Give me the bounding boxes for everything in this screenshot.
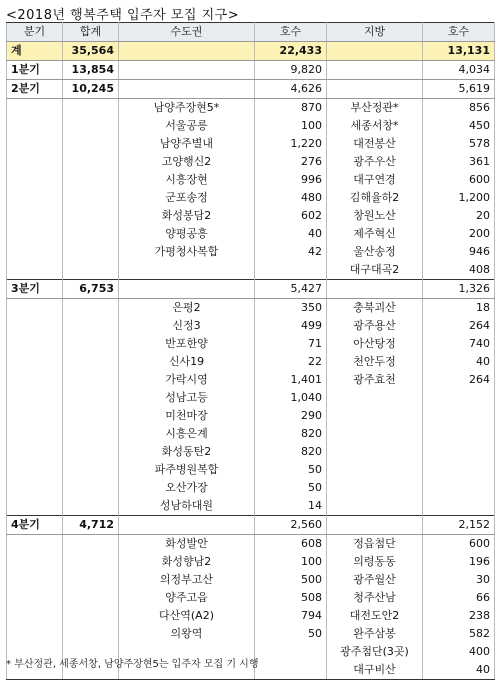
local-district: 대구대곡2 [327, 261, 423, 280]
table-row [7, 335, 495, 353]
metro-units [255, 261, 327, 280]
row-sum-empty [63, 371, 119, 389]
row-sum-empty [63, 607, 119, 625]
row-sum-empty [63, 207, 119, 225]
table-row [7, 461, 495, 479]
row-sum-empty [63, 299, 119, 318]
metro-units: 50 [255, 461, 327, 479]
row-sum-empty [63, 497, 119, 516]
local-units [423, 497, 495, 516]
table-row [7, 443, 495, 461]
metro-district: 가평청사복합 [119, 243, 255, 261]
metro-district [119, 261, 255, 280]
metro-district: 은평2 [119, 299, 255, 318]
metro-units: 820 [255, 425, 327, 443]
header-metro-units: 호수 [255, 23, 327, 42]
quarter-local-units: 2,152 [423, 516, 495, 535]
header-metro: 수도권 [119, 23, 255, 42]
total-row [7, 42, 495, 61]
metro-district: 남양주장현5* [119, 99, 255, 118]
local-district: 대전도안2 [327, 607, 423, 625]
local-units [423, 461, 495, 479]
local-district: 김해율하2 [327, 189, 423, 207]
quarter-local-empty [327, 516, 423, 535]
quarter-metro-units: 5,427 [255, 280, 327, 299]
metro-units: 1,401 [255, 371, 327, 389]
metro-units: 50 [255, 479, 327, 497]
quarter-local-units: 5,619 [423, 80, 495, 99]
metro-district: 시흥장현 [119, 171, 255, 189]
local-district: 천안두정 [327, 353, 423, 371]
metro-units: 350 [255, 299, 327, 318]
metro-district: 의왕역 [119, 625, 255, 643]
local-district: 완주삼봉 [327, 625, 423, 643]
local-units [423, 407, 495, 425]
row-quarter-empty [7, 553, 63, 571]
metro-district: 신정3 [119, 317, 255, 335]
metro-district: 시흥은계 [119, 425, 255, 443]
metro-district: 성남하대원 [119, 497, 255, 516]
local-district: 대전봉산 [327, 135, 423, 153]
table-row [7, 425, 495, 443]
table-row [7, 371, 495, 389]
metro-units [255, 643, 327, 661]
row-sum-empty [63, 99, 119, 118]
metro-units: 996 [255, 171, 327, 189]
metro-district: 가락시영 [119, 371, 255, 389]
local-district: 대구비산 [327, 661, 423, 680]
row-sum-empty [63, 553, 119, 571]
metro-units: 1,040 [255, 389, 327, 407]
local-units [423, 389, 495, 407]
quarter-label: 3분기 [7, 280, 63, 299]
local-district: 아산탕정 [327, 335, 423, 353]
metro-district: 서울공릉 [119, 117, 255, 135]
metro-units: 290 [255, 407, 327, 425]
metro-units: 100 [255, 117, 327, 135]
row-sum-empty [63, 389, 119, 407]
metro-units: 499 [255, 317, 327, 335]
row-quarter-empty [7, 571, 63, 589]
local-units: 30 [423, 571, 495, 589]
table-row [7, 189, 495, 207]
metro-units: 40 [255, 225, 327, 243]
row-sum-empty [63, 317, 119, 335]
quarter-metro-empty [119, 280, 255, 299]
metro-district: 다산역(A2) [119, 607, 255, 625]
row-quarter-empty [7, 153, 63, 171]
quarter-metro-empty [119, 80, 255, 99]
row-quarter-empty [7, 461, 63, 479]
metro-units: 608 [255, 535, 327, 554]
local-units: 1,200 [423, 189, 495, 207]
row-quarter-empty [7, 353, 63, 371]
quarter-metro-units: 4,626 [255, 80, 327, 99]
local-units: 600 [423, 535, 495, 554]
local-units: 450 [423, 117, 495, 135]
row-sum-empty [63, 225, 119, 243]
table-row [7, 135, 495, 153]
local-district: 대구연경 [327, 171, 423, 189]
metro-district: 남양주별내 [119, 135, 255, 153]
local-district: 제주혁신 [327, 225, 423, 243]
row-sum-empty [63, 407, 119, 425]
metro-units: 14 [255, 497, 327, 516]
row-sum-empty [63, 171, 119, 189]
metro-district: 양평공흥 [119, 225, 255, 243]
local-district: 세종서창* [327, 117, 423, 135]
local-units: 66 [423, 589, 495, 607]
local-units: 740 [423, 335, 495, 353]
row-sum-empty [63, 117, 119, 135]
table-row [7, 625, 495, 643]
local-units [423, 479, 495, 497]
local-district [327, 425, 423, 443]
total-local-empty [327, 42, 423, 61]
local-district [327, 497, 423, 516]
footnote: * 부산정관, 세종서창, 남양주장현5는 입주자 모집 기 시행 [6, 659, 259, 670]
table-row [7, 243, 495, 261]
metro-district: 양주고읍 [119, 589, 255, 607]
metro-units: 276 [255, 153, 327, 171]
quarter-label: 4분기 [7, 516, 63, 535]
metro-units: 480 [255, 189, 327, 207]
quarter-sum: 6,753 [63, 280, 119, 299]
local-district [327, 389, 423, 407]
local-units: 196 [423, 553, 495, 571]
local-district: 광주용산 [327, 317, 423, 335]
row-sum-empty [63, 461, 119, 479]
quarter-local-empty [327, 280, 423, 299]
local-district: 창원노산 [327, 207, 423, 225]
metro-district: 화성향남2 [119, 553, 255, 571]
row-sum-empty [63, 625, 119, 643]
local-units [423, 425, 495, 443]
table-row [7, 389, 495, 407]
row-sum-empty [63, 589, 119, 607]
local-district [327, 443, 423, 461]
quarter-label: 1분기 [7, 61, 63, 80]
local-units: 856 [423, 99, 495, 118]
metro-district: 미천마장 [119, 407, 255, 425]
table-row [7, 225, 495, 243]
local-units: 40 [423, 661, 495, 680]
local-units: 582 [423, 625, 495, 643]
row-quarter-empty [7, 425, 63, 443]
total-label: 계 [7, 42, 63, 61]
quarter-metro-empty [119, 516, 255, 535]
metro-units: 50 [255, 625, 327, 643]
metro-district: 성남고등 [119, 389, 255, 407]
row-quarter-empty [7, 99, 63, 118]
row-sum-empty [63, 335, 119, 353]
local-units: 578 [423, 135, 495, 153]
local-district [327, 461, 423, 479]
quarter-local-units: 1,326 [423, 280, 495, 299]
row-quarter-empty [7, 389, 63, 407]
local-district: 울산송정 [327, 243, 423, 261]
row-quarter-empty [7, 117, 63, 135]
row-sum-empty [63, 353, 119, 371]
local-district: 부산정관* [327, 99, 423, 118]
table-row [7, 299, 495, 318]
row-quarter-empty [7, 407, 63, 425]
row-quarter-empty [7, 189, 63, 207]
row-quarter-empty [7, 443, 63, 461]
total-metro-units: 22,433 [255, 42, 327, 61]
metro-units: 870 [255, 99, 327, 118]
table-row [7, 407, 495, 425]
row-sum-empty [63, 261, 119, 280]
local-units: 946 [423, 243, 495, 261]
row-quarter-empty [7, 299, 63, 318]
metro-units: 820 [255, 443, 327, 461]
local-units: 408 [423, 261, 495, 280]
quarter-row [7, 61, 495, 80]
row-quarter-empty [7, 497, 63, 516]
local-district: 광주월산 [327, 571, 423, 589]
districts-table [6, 22, 495, 680]
row-quarter-empty [7, 479, 63, 497]
quarter-row [7, 516, 495, 535]
quarter-metro-units: 2,560 [255, 516, 327, 535]
table-title: <2018년 행복주택 입주자 모집 지구> [6, 8, 240, 23]
table-row [7, 207, 495, 225]
local-district [327, 407, 423, 425]
row-sum-empty [63, 535, 119, 554]
row-quarter-empty [7, 625, 63, 643]
quarter-row [7, 280, 495, 299]
metro-units: 42 [255, 243, 327, 261]
metro-district: 군포송정 [119, 189, 255, 207]
table-row [7, 553, 495, 571]
table-row [7, 99, 495, 118]
header-local-units: 호수 [423, 23, 495, 42]
table-row [7, 261, 495, 280]
row-quarter-empty [7, 317, 63, 335]
quarter-label: 2분기 [7, 80, 63, 99]
total-sum: 35,564 [63, 42, 119, 61]
local-units [423, 443, 495, 461]
table-row [7, 171, 495, 189]
quarter-local-empty [327, 80, 423, 99]
header-sum: 합계 [63, 23, 119, 42]
row-quarter-empty [7, 135, 63, 153]
row-quarter-empty [7, 589, 63, 607]
table-row [7, 153, 495, 171]
table-row [7, 497, 495, 516]
row-sum-empty [63, 443, 119, 461]
quarter-metro-empty [119, 61, 255, 80]
table-row [7, 117, 495, 135]
row-sum-empty [63, 135, 119, 153]
table-row [7, 607, 495, 625]
table-row [7, 589, 495, 607]
row-sum-empty [63, 243, 119, 261]
row-sum-empty [63, 479, 119, 497]
total-local-units: 13,131 [423, 42, 495, 61]
row-quarter-empty [7, 335, 63, 353]
metro-district: 오산가장 [119, 479, 255, 497]
local-district: 광주효천 [327, 371, 423, 389]
row-quarter-empty [7, 171, 63, 189]
quarter-local-empty [327, 61, 423, 80]
local-district: 광주우산 [327, 153, 423, 171]
table-row [7, 353, 495, 371]
local-units: 264 [423, 317, 495, 335]
quarter-row [7, 80, 495, 99]
row-quarter-empty [7, 207, 63, 225]
local-district: 정읍첨단 [327, 535, 423, 554]
row-quarter-empty [7, 261, 63, 280]
row-quarter-empty [7, 535, 63, 554]
row-quarter-empty [7, 243, 63, 261]
table-row [7, 571, 495, 589]
metro-units: 71 [255, 335, 327, 353]
metro-district: 고양행신2 [119, 153, 255, 171]
local-units: 40 [423, 353, 495, 371]
metro-units: 100 [255, 553, 327, 571]
metro-units: 1,220 [255, 135, 327, 153]
header-row [7, 23, 495, 42]
metro-units: 500 [255, 571, 327, 589]
table-row [7, 317, 495, 335]
total-metro-empty [119, 42, 255, 61]
local-units: 264 [423, 371, 495, 389]
local-units: 361 [423, 153, 495, 171]
row-quarter-empty [7, 607, 63, 625]
local-district: 충북괴산 [327, 299, 423, 318]
metro-units: 508 [255, 589, 327, 607]
metro-units: 602 [255, 207, 327, 225]
local-units: 200 [423, 225, 495, 243]
metro-units: 22 [255, 353, 327, 371]
metro-district: 신사19 [119, 353, 255, 371]
table-row [7, 535, 495, 554]
quarter-sum: 13,854 [63, 61, 119, 80]
metro-district: 반포한양 [119, 335, 255, 353]
local-district: 청주산남 [327, 589, 423, 607]
local-district: 광주첨단(3곳) [327, 643, 423, 661]
row-sum-empty [63, 153, 119, 171]
local-district [327, 479, 423, 497]
quarter-sum: 4,712 [63, 516, 119, 535]
table-row [7, 479, 495, 497]
row-quarter-empty [7, 225, 63, 243]
metro-district: 파주병원복합 [119, 461, 255, 479]
metro-district: 화성발안 [119, 535, 255, 554]
local-units: 400 [423, 643, 495, 661]
local-district: 의령동동 [327, 553, 423, 571]
local-units: 238 [423, 607, 495, 625]
metro-district: 화성봉담2 [119, 207, 255, 225]
local-units: 600 [423, 171, 495, 189]
metro-units: 794 [255, 607, 327, 625]
row-sum-empty [63, 189, 119, 207]
row-sum-empty [63, 425, 119, 443]
local-units: 18 [423, 299, 495, 318]
quarter-metro-units: 9,820 [255, 61, 327, 80]
local-units: 20 [423, 207, 495, 225]
table-body [7, 23, 495, 680]
row-sum-empty [63, 571, 119, 589]
header-local: 지방 [327, 23, 423, 42]
row-quarter-empty [7, 371, 63, 389]
header-quarter: 분기 [7, 23, 63, 42]
quarter-sum: 10,245 [63, 80, 119, 99]
metro-units [255, 661, 327, 680]
metro-district: 화성동탄2 [119, 443, 255, 461]
quarter-local-units: 4,034 [423, 61, 495, 80]
metro-district: 의정부고산 [119, 571, 255, 589]
